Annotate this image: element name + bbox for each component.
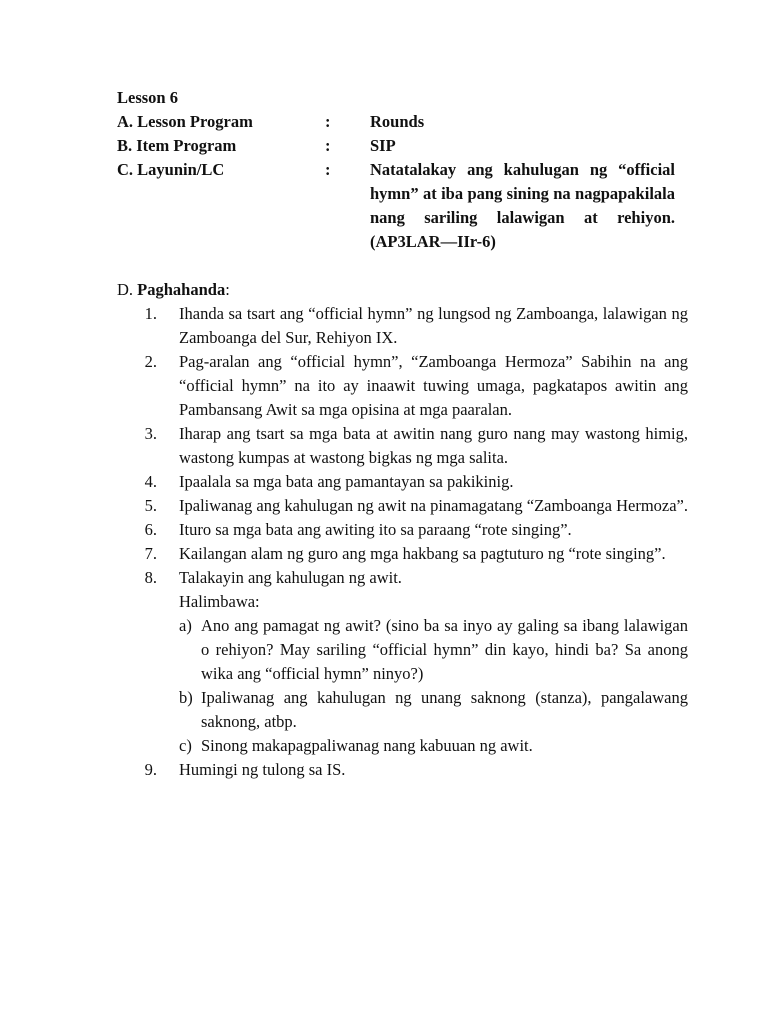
item-number: 6. [144, 520, 157, 539]
sub-item-marker: a) [179, 616, 192, 635]
list-item [135, 518, 675, 542]
lesson-document [117, 86, 689, 782]
item-text: Ipaliwanag ang kahulugan ng awit na pinamagatang “Zamboanga Hermoza”. [179, 496, 689, 515]
sub-item [179, 686, 688, 734]
meta-key: C. Layunin/LC [117, 160, 225, 179]
item-text: Humingi ng tulong sa IS. [179, 760, 346, 779]
sub-item [179, 614, 688, 686]
meta-colon: : [325, 160, 331, 179]
meta-value: Natatalakay ang kahulugan ng “official hymn” at iba pang sining na nagpapakilala nang sariling lalawigan at rehiyon. (AP3LAR—IIr-6) [370, 160, 675, 251]
sub-item [179, 734, 688, 758]
item-number: 8. [144, 568, 157, 587]
list-item [135, 422, 688, 470]
item-text: Pag-aralan ang “official hymn”, “Zamboanga Hermoza” Sabihin na ang “official hymn” na ito ay inaawit tuwing umaga, pagkatapos awitin ang Pambansang Awit sa mga opisina at mga paaralan. [179, 352, 688, 419]
item-text: Kailangan alam ng guro ang mga hakbang sa pagtuturo ng “rote singing”. [179, 544, 666, 563]
meta-colon: : [325, 136, 331, 155]
meta-row-lesson-program [117, 110, 675, 134]
lesson-title: Lesson 6 [117, 88, 178, 107]
sub-list [179, 614, 688, 758]
sub-item-text: Sinong makapagpaliwanag nang kabuuan ng awit. [201, 736, 533, 755]
sub-item-marker: b) [179, 688, 193, 707]
list-item [135, 470, 675, 494]
item-text: Talakayin ang kahulugan ng awit. [179, 568, 402, 587]
item-number: 7. [144, 544, 157, 563]
item-number: 3. [144, 424, 157, 443]
meta-colon: : [325, 112, 331, 131]
meta-row-item-program [117, 134, 675, 158]
sub-item-text: Ano ang pamagat ng awit? (sino ba sa inyo ay galing sa ibang lalawigan o rehiyon? May sariling “official hymn” din kayo, hindi ba? Sa anong wika ang “official hymn” ninyo?) [201, 616, 688, 683]
item-body [162, 566, 688, 758]
meta-key: A. Lesson Program [117, 112, 253, 131]
item-text: Ituro sa mga bata ang awiting ito sa paraang “rote singing”. [179, 520, 572, 539]
item-number: 4. [144, 472, 157, 491]
meta-key: B. Item Program [117, 136, 237, 155]
list-item [135, 542, 675, 566]
sub-item-text: Ipaliwanag ang kahulugan ng unang saknong (stanza), pangalawang saknong, atbp. [201, 688, 688, 731]
item-number: 2. [144, 352, 157, 371]
meta-value: Rounds [370, 112, 425, 131]
steps-list-wrapper [117, 302, 689, 782]
steps-list [135, 302, 689, 782]
list-item [135, 566, 688, 758]
section-title: Paghahanda [137, 280, 226, 299]
item-text: Ihanda sa tsart ang “official hymn” ng lungsod ng Zamboanga, lalawigan ng Zamboanga del Sur, Rehiyon IX. [179, 304, 688, 347]
item-text: Ipaalala sa mga bata ang pamantayan sa pakikinig. [179, 472, 514, 491]
sub-item-marker: c) [179, 736, 192, 755]
section-prefix: D. [117, 280, 138, 299]
item-number: 1. [144, 304, 157, 323]
meta-value: SIP [370, 136, 396, 155]
list-item [135, 758, 675, 782]
item-number: 9. [144, 760, 157, 779]
item-number: 5. [144, 496, 157, 515]
list-item [135, 302, 688, 350]
list-item [135, 350, 688, 422]
section-heading [117, 278, 675, 302]
item-text: Iharap ang tsart sa mga bata at awitin nang guro nang may wastong himig, wastong kumpas at wastong bigkas ng mga salita. [179, 424, 688, 467]
section-suffix: : [225, 280, 230, 299]
meta-row-layunin [117, 158, 675, 254]
list-item [135, 494, 689, 518]
example-label: Halimbawa: [179, 592, 260, 611]
